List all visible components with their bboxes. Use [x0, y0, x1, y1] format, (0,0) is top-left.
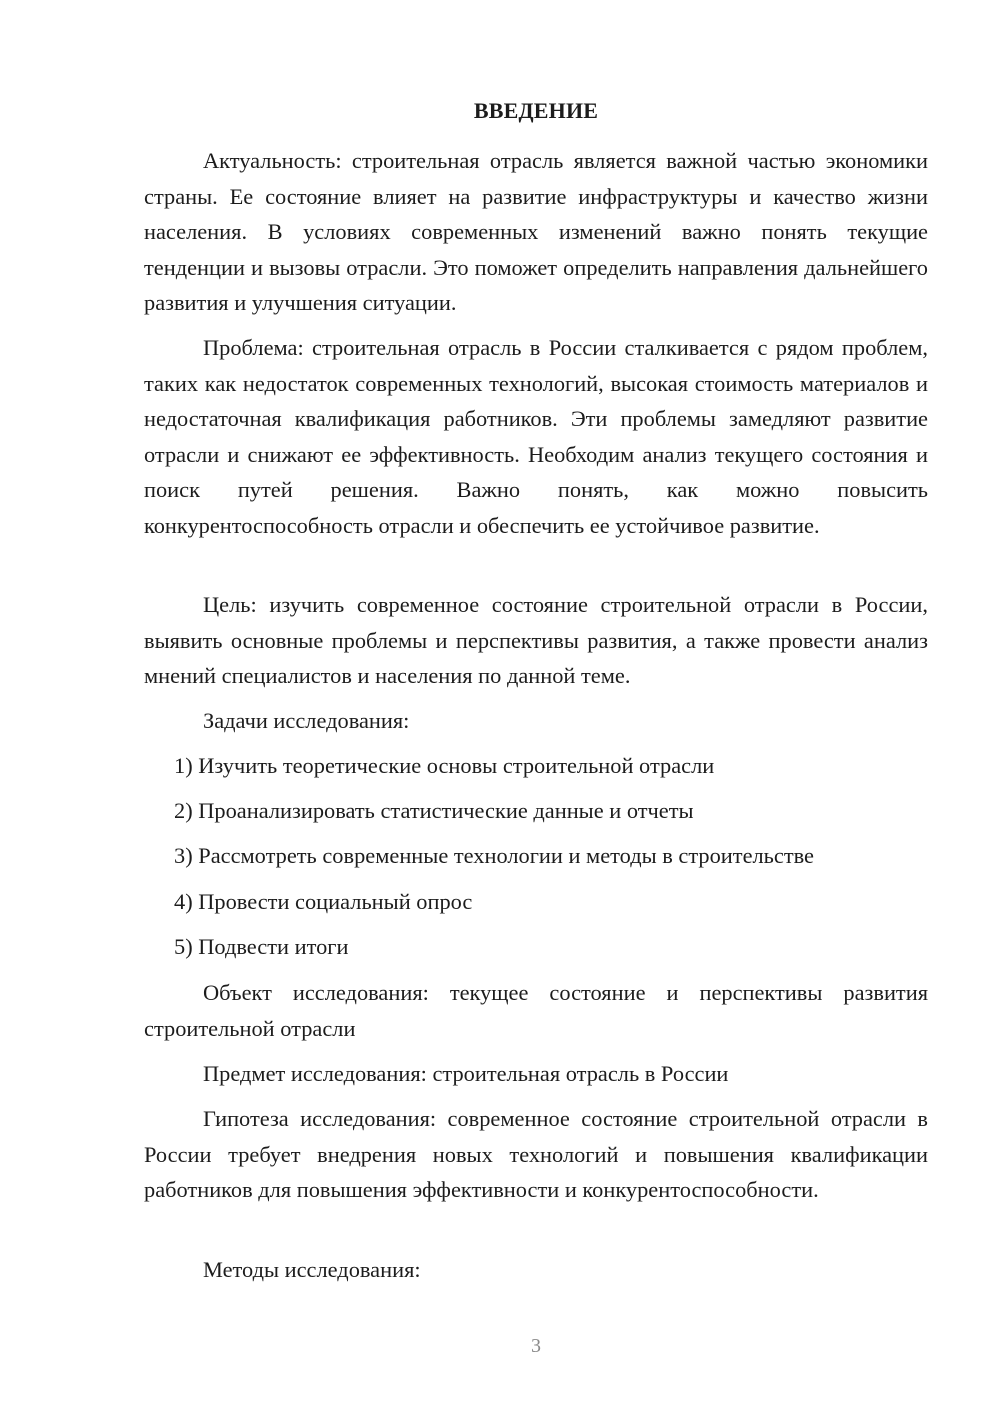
- paragraph-relevance: Актуальность: строительная отрасль является важной частью экономики страны. Ее состояние влияет на развитие инфраструктуры и качество жизни населения. В условиях современных изменений важно понять текущие тенденции и вызовы отрасли. Это поможет определить направления дальнейшего развития и улучшения ситуации.: [144, 148, 928, 315]
- paragraph-hypothesis: Гипотеза исследования: современное состояние строительной отрасли в России требует внедрения новых технологий и повышения квалификации работников для повышения эффективности и конкурентоспособности.: [144, 1106, 928, 1202]
- paragraph-problem: Проблема: строительная отрасль в России сталкивается с рядом проблем, таких как недостаток современных технологий, высокая стоимость материалов и недостаточная квалификация работников. Эти проблемы замедляют развитие отрасли и снижают ее эффективность. Необходим анализ текущего состояния и поиск путей решения. Важно понять, как можно повысить конкурентоспособность отрасли и обеспечить ее устойчивое развитие.: [144, 335, 928, 538]
- task-item-2: 2) Проанализировать статистические данные и отчеты: [174, 798, 694, 823]
- task-item-5: 5) Подвести итоги: [174, 934, 349, 959]
- tasks-heading: Задачи исследования:: [203, 708, 410, 733]
- section-title: ВВЕДЕНИЕ: [473, 98, 599, 123]
- page-number: 3: [531, 1335, 541, 1357]
- methods-heading: Методы исследования:: [203, 1257, 421, 1282]
- task-item-4: 4) Провести социальный опрос: [174, 889, 473, 914]
- task-item-3: 3) Рассмотреть современные технологии и методы в строительстве: [174, 843, 814, 868]
- paragraph-subject: Предмет исследования: строительная отрасль в России: [203, 1061, 729, 1086]
- paragraph-goal: Цель: изучить современное состояние строительной отрасли в России, выявить основные проблемы и перспективы развития, а также провести анализ мнений специалистов и населения по данной теме.: [144, 592, 928, 688]
- paragraph-object: Объект исследования: текущее состояние и перспективы развития строительной отрасли: [144, 980, 928, 1041]
- task-item-1: 1) Изучить теоретические основы строительной отрасли: [174, 753, 715, 778]
